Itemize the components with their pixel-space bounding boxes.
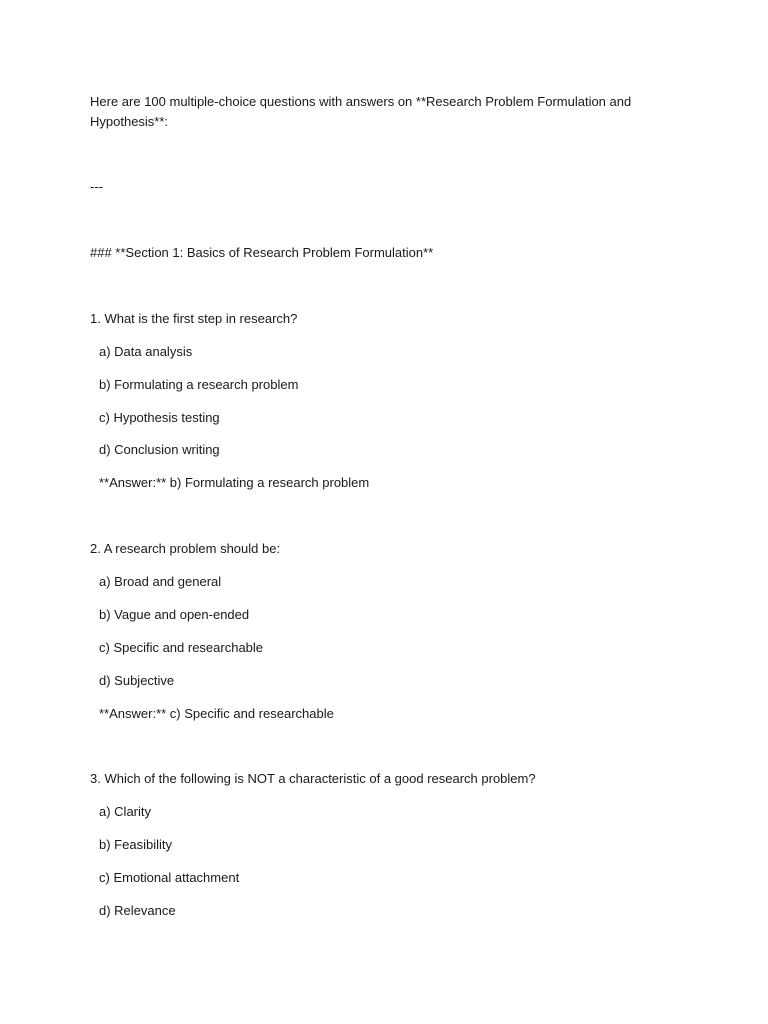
- option-text: d) Subjective: [99, 673, 175, 688]
- section-heading: ### **Section 1: Basics of Research Problem Formulation**: [90, 245, 434, 260]
- question-text: 3. Which of the following is NOT a characteristic of a good research problem?: [90, 771, 536, 786]
- option-text: b) Feasibility: [99, 837, 172, 852]
- option-text: c) Specific and researchable: [99, 640, 264, 655]
- option-text: a) Data analysis: [99, 344, 193, 359]
- option-text: b) Formulating a research problem: [99, 377, 299, 392]
- question-text: 1. What is the first step in research?: [90, 311, 298, 326]
- answer-text: **Answer:** c) Specific and researchable: [99, 706, 334, 721]
- option-text: c) Emotional attachment: [99, 870, 240, 885]
- option-text: c) Hypothesis testing: [99, 410, 220, 425]
- separator: ---: [90, 179, 103, 194]
- intro-text: Here are 100 multiple-choice questions with answers on **Research Problem Formulation and Hypothesis**:: [90, 94, 632, 129]
- option-text: b) Vague and open-ended: [99, 607, 250, 622]
- option-text: a) Clarity: [99, 804, 152, 819]
- option-text: d) Conclusion writing: [99, 442, 220, 457]
- question-text: 2. A research problem should be:: [90, 541, 281, 556]
- answer-text: **Answer:** b) Formulating a research problem: [99, 475, 370, 490]
- option-text: a) Broad and general: [99, 574, 222, 589]
- option-text: d) Relevance: [99, 903, 176, 918]
